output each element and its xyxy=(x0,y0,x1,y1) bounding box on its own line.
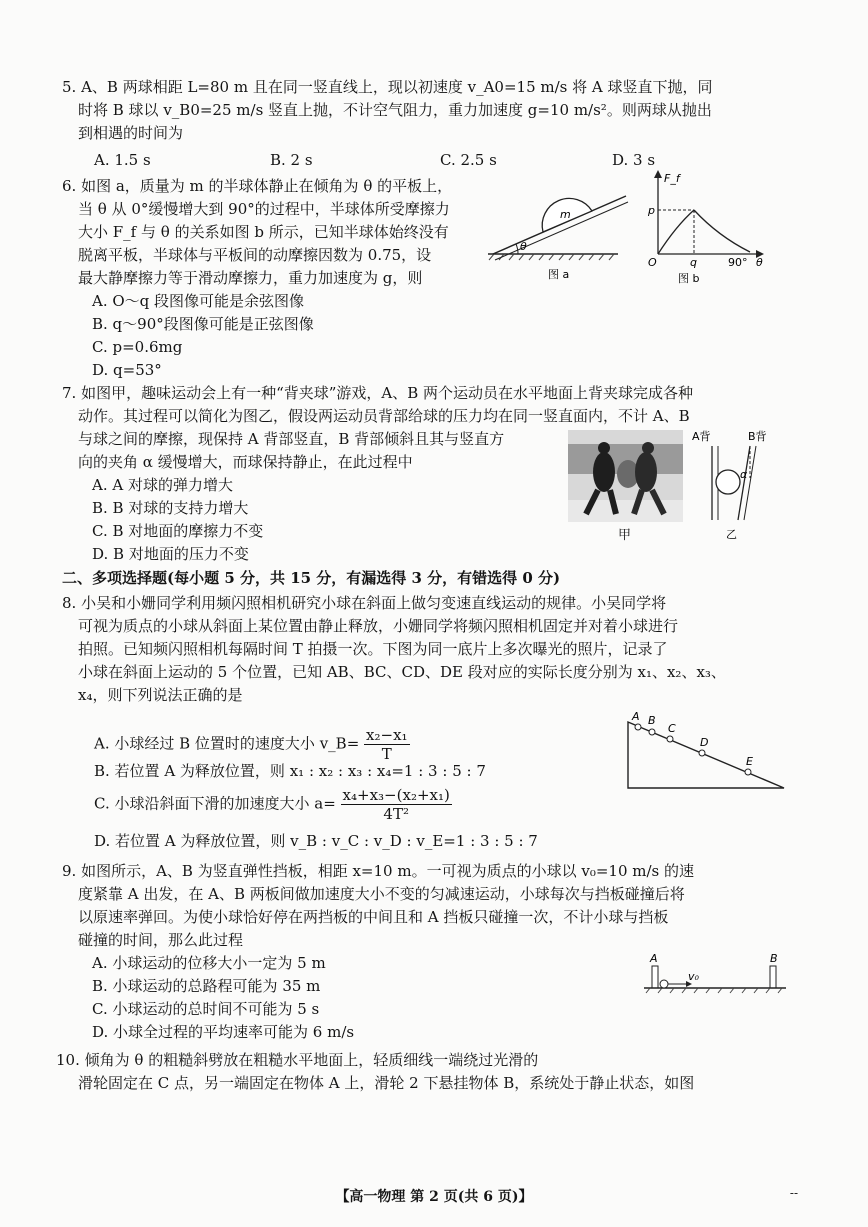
q8-line: 小球在斜面上运动的 5 个位置，已知 AB、BC、CD、DE 段对应的实际长度分别为 x₁、x₂、x₃、 xyxy=(78,663,726,681)
q6-option-c: C. p=0.6mg xyxy=(92,338,183,356)
figure-q9 xyxy=(640,950,790,998)
q7-line: 与球之间的摩擦，现保持 A 背部竖直，B 背部倾斜且其与竖直方 xyxy=(78,430,505,448)
q7-option-b: B. B 对球的支持力增大 xyxy=(92,499,249,517)
q6-option-d: D. q=53° xyxy=(92,361,162,379)
q5-line: 5. A、B 两球相距 L=80 m 且在同一竖直线上，现以初速度 v_A0=15 m/s 将 A 球竖直下抛，同 xyxy=(62,78,713,96)
fig-b-x-end: 90° xyxy=(728,256,748,269)
fig-b-q: q xyxy=(690,256,697,269)
q6-line: 脱离平板，半球体与平板间的动摩擦因数为 0.75，设 xyxy=(78,246,432,264)
question-8 xyxy=(62,592,802,707)
q8-line: 可视为质点的小球从斜面上某位置由静止释放，小姗同学将频闪照相机固定并对着小球进行 xyxy=(78,617,679,635)
q6-option-a: A. O～q 段图像可能是余弦图像 xyxy=(92,292,305,310)
q10-line: 滑轮固定在 C 点，另一端固定在物体 A 上，滑轮 2 下悬挂物体 B，系统处于静止状态，如图 xyxy=(78,1074,695,1092)
fig-q8-label-d: D xyxy=(700,736,709,749)
q8-option-c-text: C. 小球沿斜面下滑的加速度大小 a= xyxy=(94,794,336,813)
fig-yi-caption: 乙 xyxy=(726,528,737,541)
q8-option-b: B. 若位置 A 为释放位置，则 x₁ : x₂ : x₃ : x₄=1 : 3 : 5 : 7 xyxy=(94,762,486,780)
question-10 xyxy=(56,1049,806,1095)
q9-option-a: A. 小球运动的位移大小一定为 5 m xyxy=(92,954,326,972)
q6-line: 当 θ 从 0°缓慢增大到 90°的过程中，半球体所受摩擦力 xyxy=(78,200,450,218)
figure-b xyxy=(648,168,768,286)
q6-line: 6. 如图 a，质量为 m 的半球体静止在倾角为 θ 的平板上， xyxy=(62,177,453,195)
q7-line: 向的夹角 α 缓慢增大，而球保持静止，在此过程中 xyxy=(78,453,413,471)
fig-q8-label-c: C xyxy=(668,722,676,735)
q5-option-a: A. 1.5 s xyxy=(94,151,151,169)
q6-line: 大小 F_f 与 θ 的关系如图 b 所示，已知半球体始终没有 xyxy=(78,223,449,241)
q9-option-c: C. 小球运动的总时间不可能为 5 s xyxy=(92,1000,320,1018)
fig-b-y-label: F_f xyxy=(664,172,680,185)
q5-option-c: C. 2.5 s xyxy=(440,151,497,169)
q6-line: 最大静摩擦力等于滑动摩擦力，重力加速度为 g，则 xyxy=(78,269,423,287)
fig-a-mass-label: m xyxy=(560,208,571,221)
fig-yi-a-label: A背 xyxy=(692,430,711,443)
figure-a xyxy=(488,196,638,288)
fig-yi-angle: α xyxy=(740,468,748,481)
q9-option-b: B. 小球运动的总路程可能为 35 m xyxy=(92,977,321,995)
q8-option-d: D. 若位置 A 为释放位置，则 v_B : v_C : v_D : v_E=1 : 3 : 5 : 7 xyxy=(94,832,538,850)
q7-line: 动作。其过程可以简化为图乙，假设两运动员背部给球的压力均在同一竖直面内，不计 A、B xyxy=(78,407,690,425)
q8-option-a-text: A. 小球经过 B 位置时的速度大小 v_B= xyxy=(94,734,360,753)
fig-b-x-label: θ xyxy=(756,256,763,269)
fig-a-angle-label: θ xyxy=(520,240,527,253)
q8-option-a-denominator: T xyxy=(381,745,392,763)
q5-option-b: B. 2 s xyxy=(270,151,313,169)
q7-option-a: A. A 对球的弹力增大 xyxy=(92,476,233,494)
fig-b-p: p xyxy=(648,204,655,217)
fig-b-caption: 图 b xyxy=(678,272,700,285)
fig-yi-b-label: B背 xyxy=(748,430,767,443)
q10-line: 10. 倾角为 θ 的粗糙斜劈放在粗糙水平地面上，轻质细线一端绕过光滑的 xyxy=(56,1051,539,1069)
q8-option-c-denominator: 4T² xyxy=(383,805,409,823)
page-footer: 【高一物理 第 2 页(共 6 页)】 xyxy=(335,1189,533,1205)
fig-q9-label-a: A xyxy=(650,952,658,965)
q7-option-c: C. B 对地面的摩擦力不变 xyxy=(92,522,264,540)
figure-q8-incline xyxy=(622,708,792,794)
fig-q8-label-a: A xyxy=(632,710,640,723)
q8-option-a xyxy=(94,726,410,763)
question-5 xyxy=(62,76,802,145)
q8-option-c-numerator: x₄+x₃−(x₂+x₁) xyxy=(342,786,450,804)
fig-q8-label-b: B xyxy=(648,714,656,727)
q8-option-c xyxy=(94,786,452,823)
photo-jia xyxy=(568,430,683,522)
question-6 xyxy=(62,175,492,382)
q9-option-d: D. 小球全过程的平均速率可能为 6 m/s xyxy=(92,1023,355,1041)
footer-dash: -- xyxy=(789,1186,798,1200)
fig-jia-caption: 甲 xyxy=(618,528,632,543)
q7-option-d: D. B 对地面的压力不变 xyxy=(92,545,249,563)
section-2-title: 二、多项选择题(每小题 5 分，共 15 分，有漏选得 3 分，有错选得 0 分) xyxy=(62,569,561,587)
q9-line: 9. 如图所示，A、B 为竖直弹性挡板，相距 x=10 m。一可视为质点的小球以 v₀=10 m/s 的速 xyxy=(62,862,695,880)
q8-line: 拍照。已知频闪照相机每隔时间 T 拍摄一次。下图为同一底片上多次曝光的照片，记录了 xyxy=(78,640,668,658)
figure-yi xyxy=(690,428,790,544)
fig-q8-label-e: E xyxy=(746,755,753,768)
q6-option-b: B. q～90°段图像可能是正弦图像 xyxy=(92,315,314,333)
q5-line: 时将 B 球以 v_B0=25 m/s 竖直上抛，不计空气阻力，重力加速度 g=10 m/s²。则两球从抛出 xyxy=(78,101,712,119)
q9-line: 度紧靠 A 出发，在 A、B 两板间做加速度大小不变的匀减速运动，小球每次与挡板碰撞后将 xyxy=(78,885,685,903)
fig-q9-velocity: v₀ xyxy=(688,970,699,983)
fig-q9-label-b: B xyxy=(770,952,778,965)
q8-line: 8. 小吴和小姗同学利用频闪照相机研究小球在斜面上做匀变速直线运动的规律。小吴同学将 xyxy=(62,594,667,612)
q8-line: x₄，则下列说法正确的是 xyxy=(78,686,243,704)
q5-line: 到相遇的时间为 xyxy=(78,124,184,142)
q9-line: 碰撞的时间，那么此过程 xyxy=(78,931,244,949)
fig-b-origin: O xyxy=(648,256,657,269)
q7-line: 7. 如图甲，趣味运动会上有一种“背夹球”游戏，A、B 两个运动员在水平地面上背夹球完成各种 xyxy=(62,384,694,402)
q8-option-a-numerator: x₂−x₁ xyxy=(366,726,408,744)
fig-a-caption: 图 a xyxy=(548,268,570,281)
q9-line: 以原速率弹回。为使小球恰好停在两挡板的中间且和 A 挡板只碰撞一次，不计小球与挡板 xyxy=(78,908,669,926)
q5-option-d: D. 3 s xyxy=(612,151,656,169)
